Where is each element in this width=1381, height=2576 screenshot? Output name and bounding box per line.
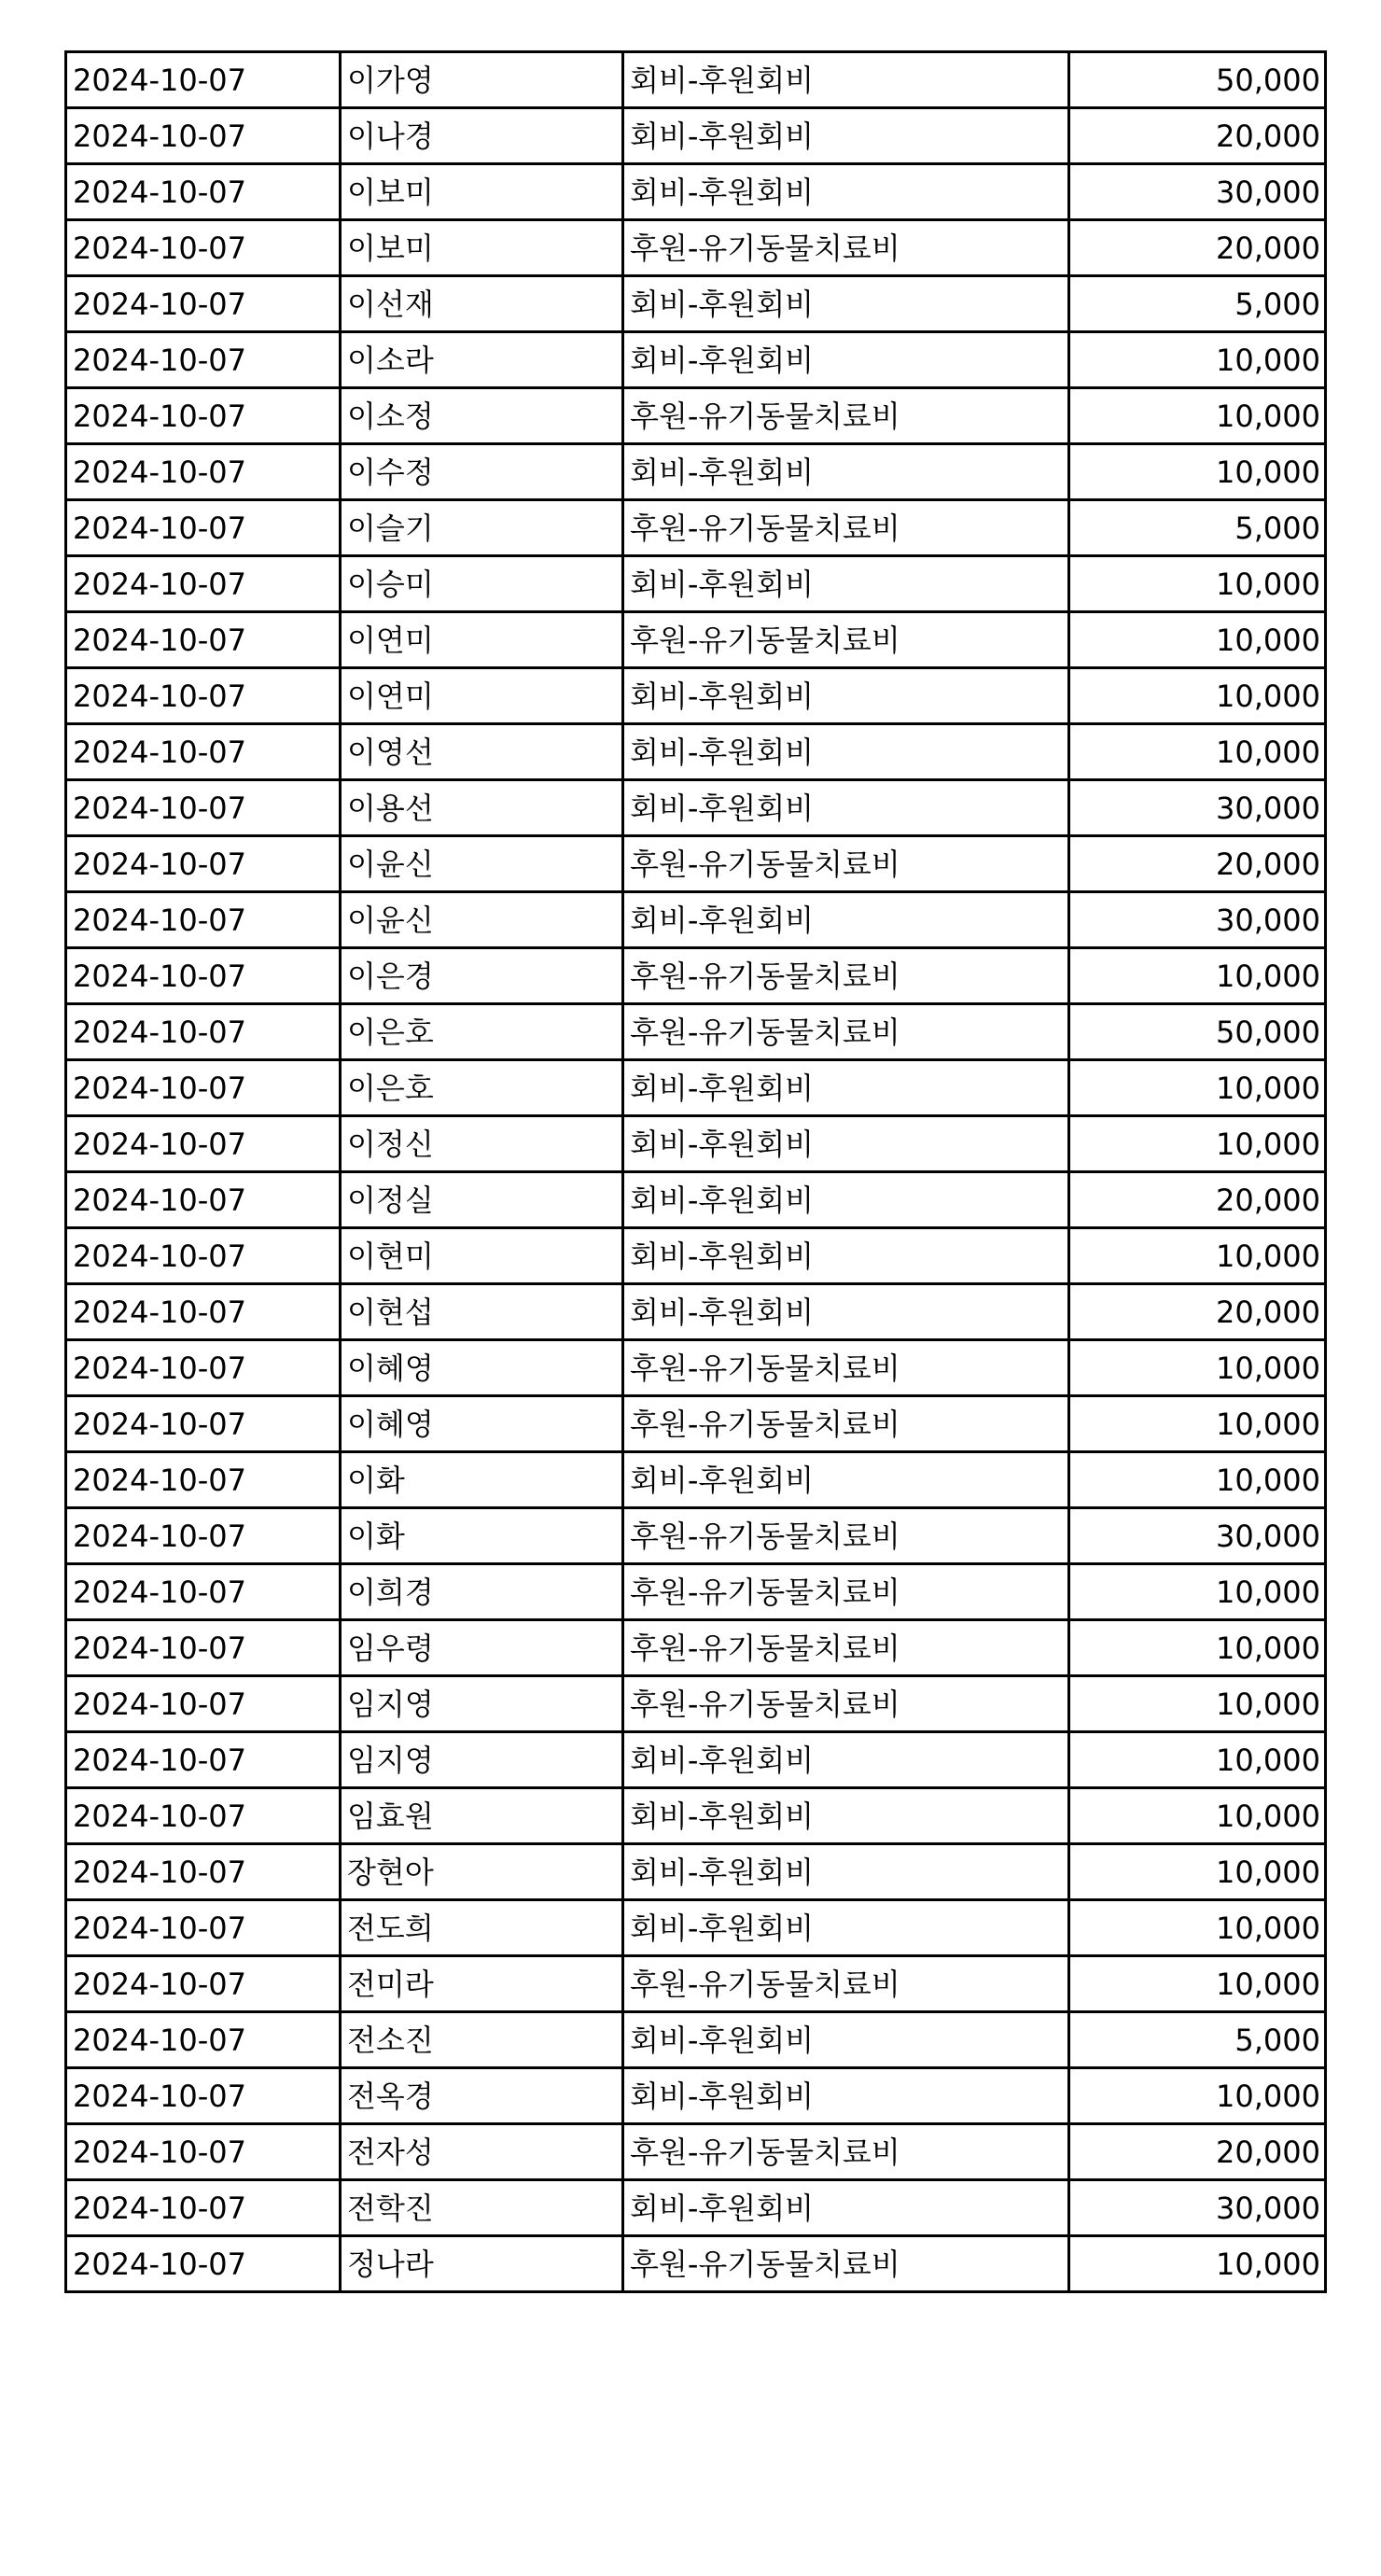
- name-cell: 이혜영: [341, 1396, 623, 1452]
- table-row: [66, 612, 1326, 668]
- table-row: [66, 668, 1326, 724]
- table-row: [66, 1620, 1326, 1676]
- table-row: [66, 2068, 1326, 2124]
- table-row: [66, 164, 1326, 220]
- amount-cell: 10,000: [1069, 556, 1326, 612]
- name-cell: 이소라: [341, 332, 623, 388]
- category-cell: 후원-유기동물치료비: [623, 388, 1069, 444]
- name-cell: 이연미: [341, 612, 623, 668]
- category-cell: 회비-후원회비: [623, 1844, 1069, 1900]
- amount-cell: 20,000: [1069, 1172, 1326, 1228]
- amount-cell: 20,000: [1069, 1284, 1326, 1340]
- date-cell: 2024-10-07: [66, 1284, 341, 1340]
- name-cell: 이화: [341, 1508, 623, 1564]
- table-row: [66, 388, 1326, 444]
- name-cell: 임효원: [341, 1788, 623, 1844]
- date-cell: 2024-10-07: [66, 500, 341, 556]
- name-cell: 임지영: [341, 1676, 623, 1732]
- table-row: [66, 1396, 1326, 1452]
- amount-cell: 10,000: [1069, 388, 1326, 444]
- date-cell: 2024-10-07: [66, 892, 341, 948]
- amount-cell: 30,000: [1069, 780, 1326, 836]
- category-cell: 후원-유기동물치료비: [623, 2236, 1069, 2292]
- amount-cell: 10,000: [1069, 1396, 1326, 1452]
- amount-cell: 20,000: [1069, 836, 1326, 892]
- name-cell: 이정실: [341, 1172, 623, 1228]
- date-cell: 2024-10-07: [66, 2012, 341, 2068]
- category-cell: 후원-유기동물치료비: [623, 1004, 1069, 1060]
- table-row: [66, 724, 1326, 780]
- category-cell: 회비-후원회비: [623, 332, 1069, 388]
- category-cell: 회비-후원회비: [623, 892, 1069, 948]
- category-cell: 후원-유기동물치료비: [623, 1956, 1069, 2012]
- table-row: [66, 892, 1326, 948]
- amount-cell: 30,000: [1069, 1508, 1326, 1564]
- category-cell: 후원-유기동물치료비: [623, 220, 1069, 276]
- amount-cell: 10,000: [1069, 444, 1326, 500]
- amount-cell: 10,000: [1069, 332, 1326, 388]
- category-cell: 후원-유기동물치료비: [623, 1564, 1069, 1620]
- amount-cell: 30,000: [1069, 2180, 1326, 2236]
- table-row: [66, 948, 1326, 1004]
- amount-cell: 20,000: [1069, 220, 1326, 276]
- name-cell: 이용선: [341, 780, 623, 836]
- category-cell: 회비-후원회비: [623, 724, 1069, 780]
- date-cell: 2024-10-07: [66, 1956, 341, 2012]
- amount-cell: 10,000: [1069, 1956, 1326, 2012]
- amount-cell: 10,000: [1069, 2236, 1326, 2292]
- date-cell: 2024-10-07: [66, 668, 341, 724]
- table-row: [66, 108, 1326, 164]
- table-row: [66, 1844, 1326, 1900]
- category-cell: 후원-유기동물치료비: [623, 1340, 1069, 1396]
- date-cell: 2024-10-07: [66, 276, 341, 332]
- category-cell: 회비-후원회비: [623, 1284, 1069, 1340]
- name-cell: 이은호: [341, 1060, 623, 1116]
- date-cell: 2024-10-07: [66, 2068, 341, 2124]
- amount-cell: 50,000: [1069, 1004, 1326, 1060]
- name-cell: 이정신: [341, 1116, 623, 1172]
- table-row: [66, 52, 1326, 108]
- table-row: [66, 276, 1326, 332]
- table-row: [66, 1956, 1326, 2012]
- name-cell: 이화: [341, 1452, 623, 1508]
- category-cell: 회비-후원회비: [623, 2180, 1069, 2236]
- amount-cell: 10,000: [1069, 612, 1326, 668]
- category-cell: 후원-유기동물치료비: [623, 500, 1069, 556]
- table-row: [66, 1788, 1326, 1844]
- table-row: [66, 444, 1326, 500]
- date-cell: 2024-10-07: [66, 948, 341, 1004]
- date-cell: 2024-10-07: [66, 52, 341, 108]
- category-cell: 회비-후원회비: [623, 164, 1069, 220]
- date-cell: 2024-10-07: [66, 1564, 341, 1620]
- amount-cell: 10,000: [1069, 948, 1326, 1004]
- name-cell: 이윤신: [341, 892, 623, 948]
- amount-cell: 10,000: [1069, 1900, 1326, 1956]
- table-row: [66, 1564, 1326, 1620]
- table-row: [66, 1228, 1326, 1284]
- amount-cell: 10,000: [1069, 1732, 1326, 1788]
- amount-cell: 10,000: [1069, 1452, 1326, 1508]
- name-cell: 전학진: [341, 2180, 623, 2236]
- date-cell: 2024-10-07: [66, 1116, 341, 1172]
- table-row: [66, 1116, 1326, 1172]
- category-cell: 회비-후원회비: [623, 1732, 1069, 1788]
- table-row: [66, 1452, 1326, 1508]
- name-cell: 이은경: [341, 948, 623, 1004]
- amount-cell: 30,000: [1069, 164, 1326, 220]
- amount-cell: 10,000: [1069, 724, 1326, 780]
- date-cell: 2024-10-07: [66, 612, 341, 668]
- amount-cell: 10,000: [1069, 2068, 1326, 2124]
- donation-ledger-table: [64, 50, 1327, 2293]
- category-cell: 회비-후원회비: [623, 1116, 1069, 1172]
- name-cell: 임지영: [341, 1732, 623, 1788]
- date-cell: 2024-10-07: [66, 1228, 341, 1284]
- date-cell: 2024-10-07: [66, 1396, 341, 1452]
- date-cell: 2024-10-07: [66, 556, 341, 612]
- table-row: [66, 1004, 1326, 1060]
- date-cell: 2024-10-07: [66, 780, 341, 836]
- name-cell: 이희경: [341, 1564, 623, 1620]
- table-row: [66, 2236, 1326, 2292]
- amount-cell: 30,000: [1069, 892, 1326, 948]
- amount-cell: 20,000: [1069, 108, 1326, 164]
- table-row: [66, 2180, 1326, 2236]
- table-row: [66, 1340, 1326, 1396]
- name-cell: 이나경: [341, 108, 623, 164]
- amount-cell: 5,000: [1069, 276, 1326, 332]
- date-cell: 2024-10-07: [66, 1340, 341, 1396]
- category-cell: 후원-유기동물치료비: [623, 612, 1069, 668]
- name-cell: 이은호: [341, 1004, 623, 1060]
- table-row: [66, 2012, 1326, 2068]
- amount-cell: 10,000: [1069, 668, 1326, 724]
- amount-cell: 10,000: [1069, 1564, 1326, 1620]
- category-cell: 후원-유기동물치료비: [623, 836, 1069, 892]
- table-row: [66, 1676, 1326, 1732]
- date-cell: 2024-10-07: [66, 2180, 341, 2236]
- amount-cell: 50,000: [1069, 52, 1326, 108]
- amount-cell: 10,000: [1069, 1788, 1326, 1844]
- table-row: [66, 1284, 1326, 1340]
- category-cell: 회비-후원회비: [623, 1060, 1069, 1116]
- name-cell: 이보미: [341, 164, 623, 220]
- date-cell: 2024-10-07: [66, 220, 341, 276]
- date-cell: 2024-10-07: [66, 1508, 341, 1564]
- category-cell: 회비-후원회비: [623, 1452, 1069, 1508]
- category-cell: 회비-후원회비: [623, 1228, 1069, 1284]
- amount-cell: 10,000: [1069, 1676, 1326, 1732]
- date-cell: 2024-10-07: [66, 2124, 341, 2180]
- category-cell: 회비-후원회비: [623, 276, 1069, 332]
- date-cell: 2024-10-07: [66, 1844, 341, 1900]
- table-row: [66, 332, 1326, 388]
- table-row: [66, 500, 1326, 556]
- category-cell: 후원-유기동물치료비: [623, 2124, 1069, 2180]
- date-cell: 2024-10-07: [66, 1788, 341, 1844]
- table-row: [66, 836, 1326, 892]
- name-cell: 이연미: [341, 668, 623, 724]
- category-cell: 회비-후원회비: [623, 1788, 1069, 1844]
- name-cell: 이가영: [341, 52, 623, 108]
- date-cell: 2024-10-07: [66, 108, 341, 164]
- category-cell: 후원-유기동물치료비: [623, 1396, 1069, 1452]
- category-cell: 회비-후원회비: [623, 780, 1069, 836]
- date-cell: 2024-10-07: [66, 836, 341, 892]
- category-cell: 회비-후원회비: [623, 108, 1069, 164]
- name-cell: 전옥경: [341, 2068, 623, 2124]
- date-cell: 2024-10-07: [66, 1004, 341, 1060]
- name-cell: 임우령: [341, 1620, 623, 1676]
- amount-cell: 5,000: [1069, 2012, 1326, 2068]
- name-cell: 이혜영: [341, 1340, 623, 1396]
- table-row: [66, 2124, 1326, 2180]
- date-cell: 2024-10-07: [66, 724, 341, 780]
- category-cell: 회비-후원회비: [623, 2068, 1069, 2124]
- name-cell: 전자성: [341, 2124, 623, 2180]
- category-cell: 회비-후원회비: [623, 556, 1069, 612]
- date-cell: 2024-10-07: [66, 388, 341, 444]
- amount-cell: 10,000: [1069, 1340, 1326, 1396]
- name-cell: 이보미: [341, 220, 623, 276]
- table-row: [66, 1508, 1326, 1564]
- amount-cell: 20,000: [1069, 2124, 1326, 2180]
- category-cell: 회비-후원회비: [623, 2012, 1069, 2068]
- category-cell: 회비-후원회비: [623, 1900, 1069, 1956]
- name-cell: 전도희: [341, 1900, 623, 1956]
- name-cell: 전미라: [341, 1956, 623, 2012]
- table-row: [66, 1060, 1326, 1116]
- amount-cell: 10,000: [1069, 1844, 1326, 1900]
- ledger-body: [66, 52, 1326, 2292]
- date-cell: 2024-10-07: [66, 1620, 341, 1676]
- date-cell: 2024-10-07: [66, 1452, 341, 1508]
- name-cell: 정나라: [341, 2236, 623, 2292]
- date-cell: 2024-10-07: [66, 1732, 341, 1788]
- category-cell: 회비-후원회비: [623, 1172, 1069, 1228]
- name-cell: 이선재: [341, 276, 623, 332]
- date-cell: 2024-10-07: [66, 1676, 341, 1732]
- name-cell: 이소정: [341, 388, 623, 444]
- name-cell: 전소진: [341, 2012, 623, 2068]
- category-cell: 후원-유기동물치료비: [623, 1620, 1069, 1676]
- amount-cell: 10,000: [1069, 1620, 1326, 1676]
- name-cell: 이윤신: [341, 836, 623, 892]
- amount-cell: 10,000: [1069, 1228, 1326, 1284]
- amount-cell: 10,000: [1069, 1060, 1326, 1116]
- category-cell: 회비-후원회비: [623, 52, 1069, 108]
- amount-cell: 10,000: [1069, 1116, 1326, 1172]
- category-cell: 회비-후원회비: [623, 444, 1069, 500]
- category-cell: 후원-유기동물치료비: [623, 1508, 1069, 1564]
- date-cell: 2024-10-07: [66, 332, 341, 388]
- date-cell: 2024-10-07: [66, 444, 341, 500]
- date-cell: 2024-10-07: [66, 164, 341, 220]
- category-cell: 회비-후원회비: [623, 668, 1069, 724]
- name-cell: 장현아: [341, 1844, 623, 1900]
- category-cell: 후원-유기동물치료비: [623, 1676, 1069, 1732]
- category-cell: 후원-유기동물치료비: [623, 948, 1069, 1004]
- name-cell: 이수정: [341, 444, 623, 500]
- date-cell: 2024-10-07: [66, 1900, 341, 1956]
- name-cell: 이현미: [341, 1228, 623, 1284]
- name-cell: 이승미: [341, 556, 623, 612]
- table-row: [66, 556, 1326, 612]
- amount-cell: 5,000: [1069, 500, 1326, 556]
- table-row: [66, 1732, 1326, 1788]
- date-cell: 2024-10-07: [66, 2236, 341, 2292]
- table-row: [66, 1172, 1326, 1228]
- name-cell: 이영선: [341, 724, 623, 780]
- date-cell: 2024-10-07: [66, 1060, 341, 1116]
- table-row: [66, 780, 1326, 836]
- table-row: [66, 220, 1326, 276]
- name-cell: 이슬기: [341, 500, 623, 556]
- name-cell: 이현섭: [341, 1284, 623, 1340]
- date-cell: 2024-10-07: [66, 1172, 341, 1228]
- table-row: [66, 1900, 1326, 1956]
